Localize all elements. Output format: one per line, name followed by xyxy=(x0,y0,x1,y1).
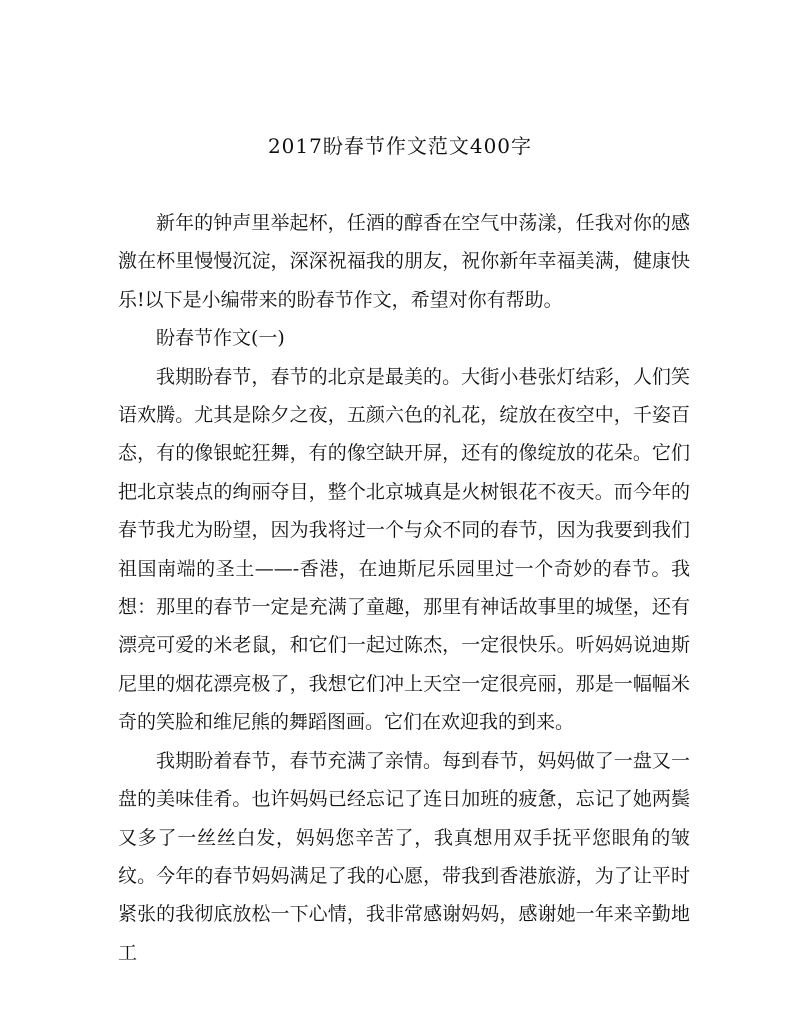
intro-paragraph: 新年的钟声里举起杯，任酒的醇香在空气中荡漾，任我对你的感激在杯里慢慢沉淀，深深祝福我的朋友，祝你新年幸福美满，健康快乐!以下是小编带来的盼春节作文，希望对你有帮助。 xyxy=(118,212,690,311)
document-body xyxy=(118,204,690,972)
body-paragraph: 我期盼春节，春节的北京是最美的。大街小巷张灯结彩，人们笑语欢腾。尤其是除夕之夜，五颜六色的礼花，绽放在夜空中，千姿百态，有的像银蛇狂舞，有的像空缺开屏，还有的像绽放的花朵。它们把北京装点的绚丽夺目，整个北京城真是火树银花不夜天。而今年的春节我尤为盼望，因为我将过一个与众不同的春节，因为我要到我们祖国南端的圣土——-香港，在迪斯尼乐园里过一个奇妙的春节。我想：那里的春节一定是充满了童趣，那里有神话故事里的城堡，还有漂亮可爱的米老鼠，和它们一起过陈杰，一定很快乐。听妈妈说迪斯尼里的烟花漂亮极了，我想它们冲上天空一定很亮丽，那是一幅幅米奇的笑脸和维尼熊的舞蹈图画。它们在欢迎我的到来。 xyxy=(118,365,690,734)
body-paragraph: 我期盼着春节，春节充满了亲情。每到春节，妈妈做了一盘又一盘的美味佳肴。也许妈妈已经忘记了连日加班的疲惫，忘记了她两鬓又多了一丝丝白发，妈妈您辛苦了，我真想用双手抚平您眼角的皱纹。今年的春节妈妈满足了我的心愿，带我到香港旅游，为了让平时紧张的我彻底放松一下心情，我非常感谢妈妈，感谢她一年来辛勤地工 xyxy=(118,749,690,964)
document-title: 2017盼春节作文范文400字 xyxy=(267,134,533,158)
section-heading: 盼春节作文(一) xyxy=(156,327,285,350)
